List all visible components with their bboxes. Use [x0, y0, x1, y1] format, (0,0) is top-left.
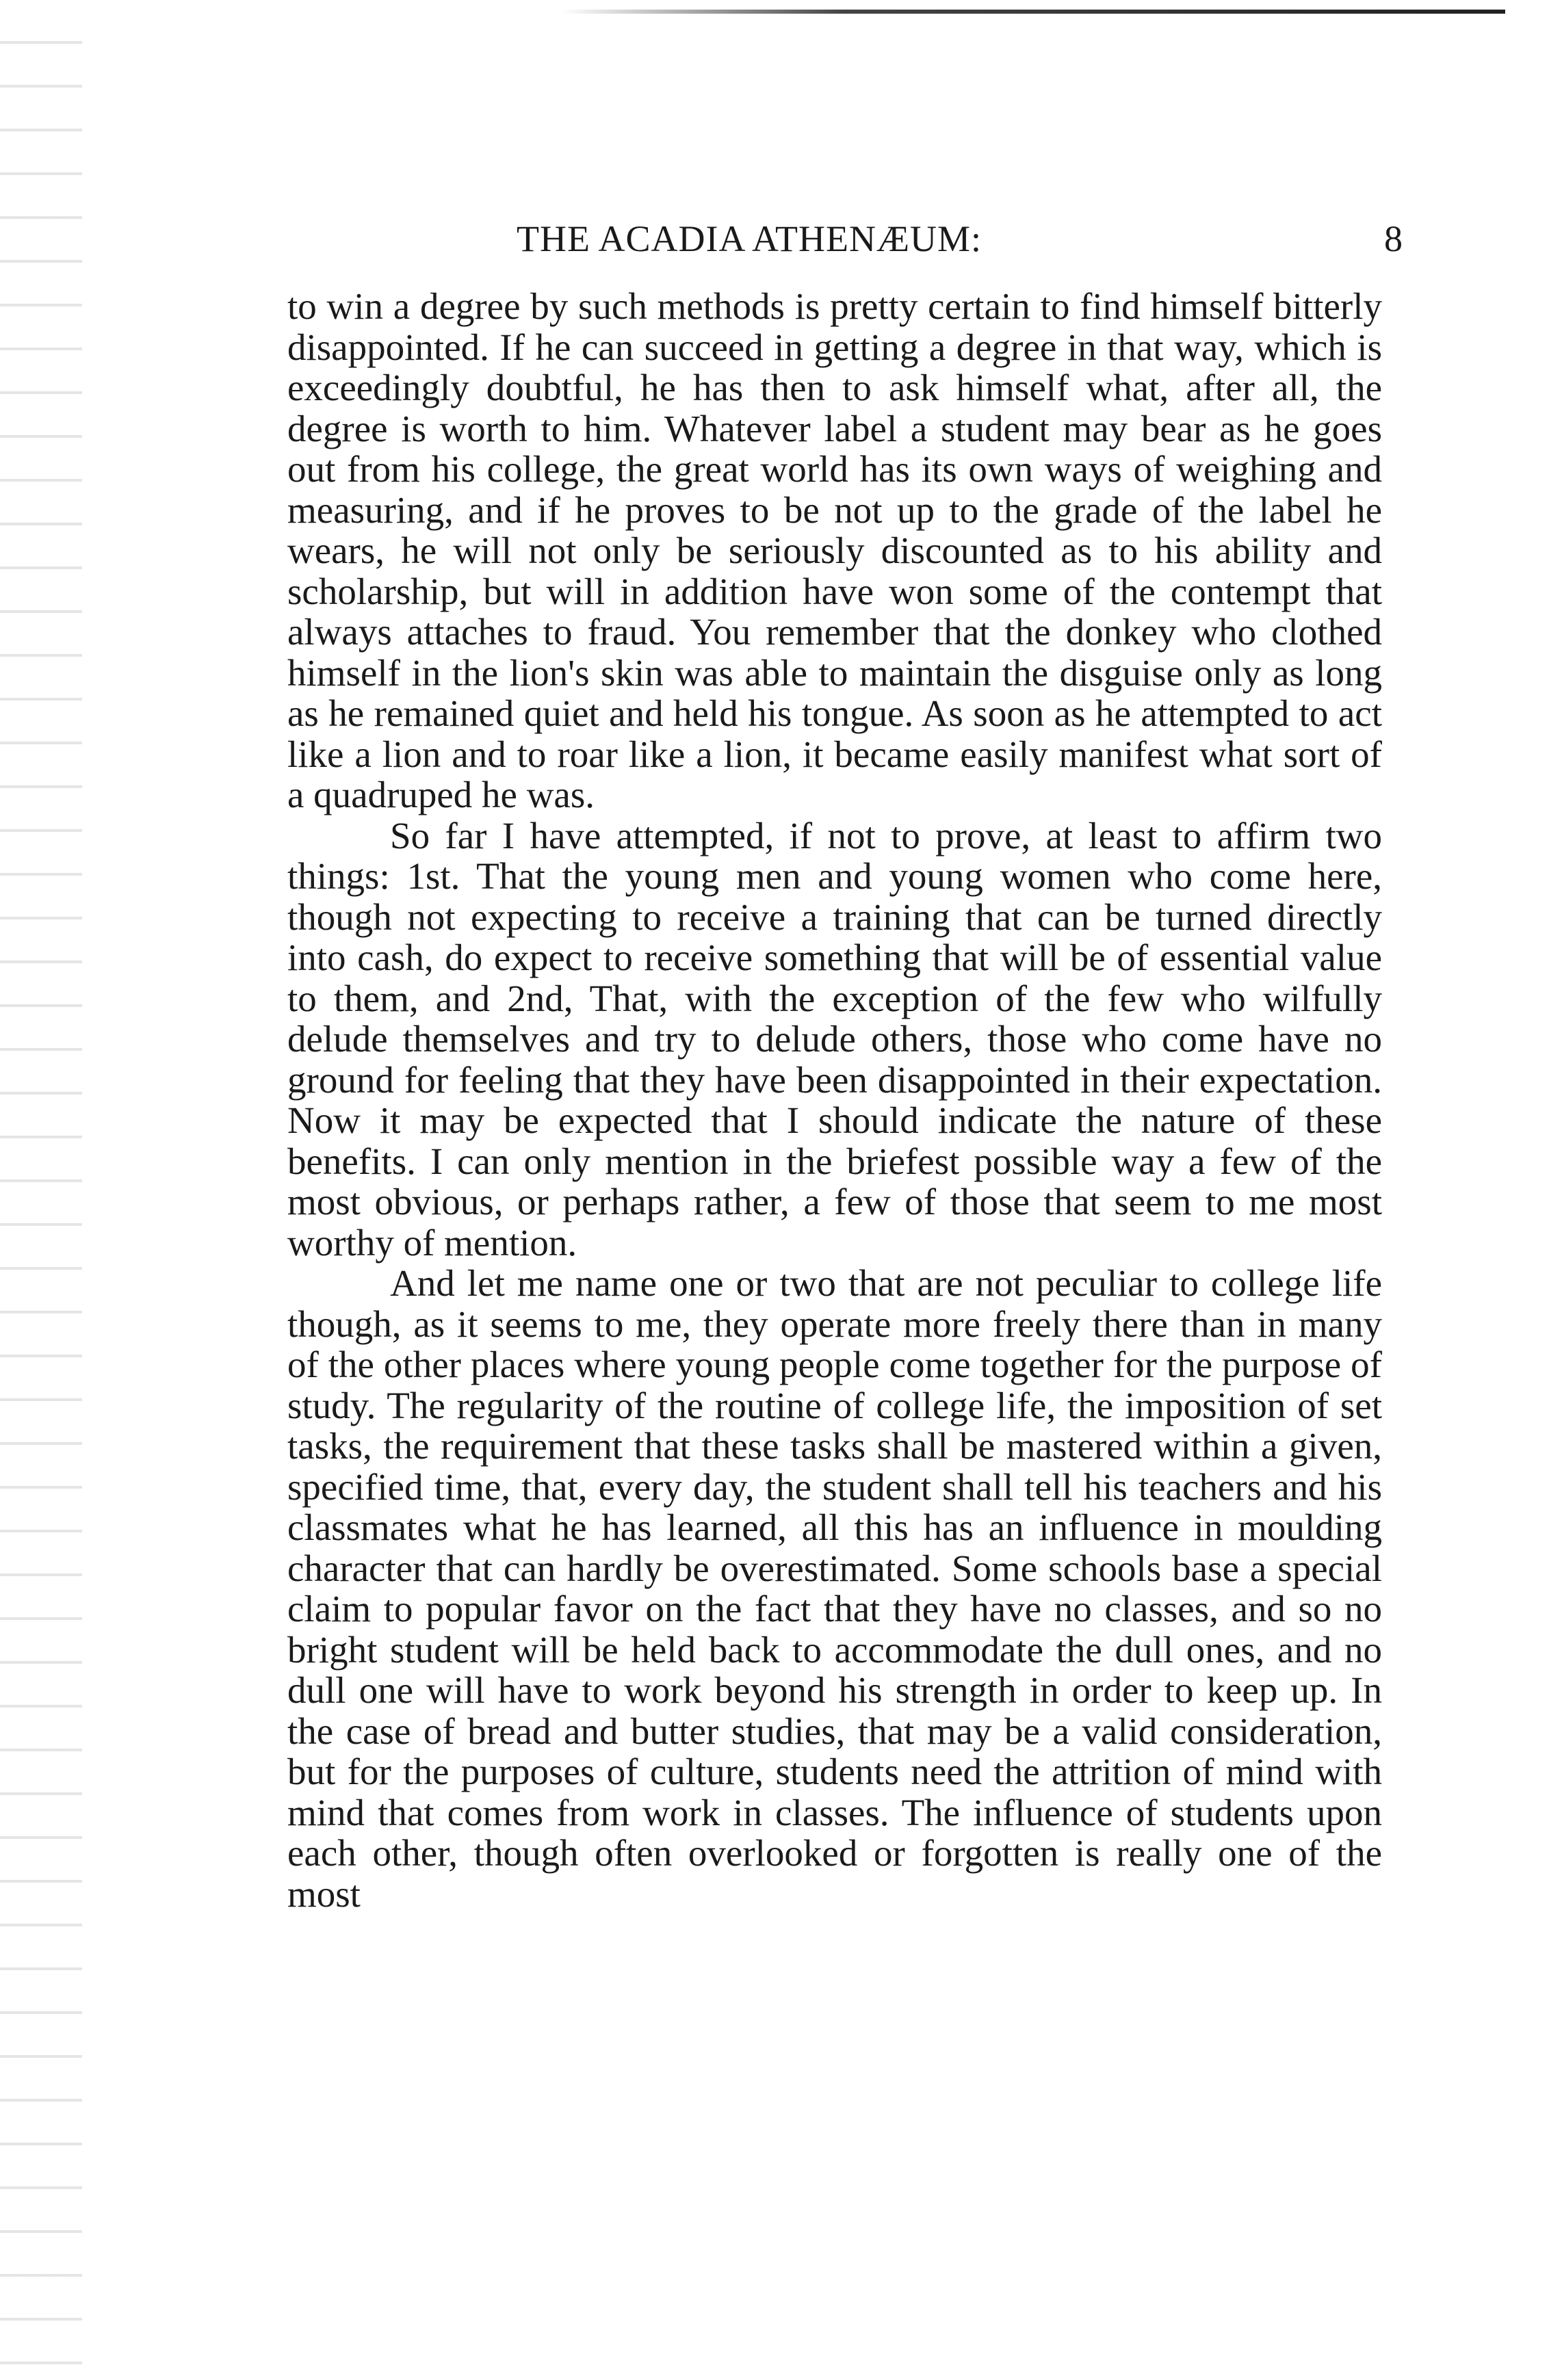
paragraph-1: to win a degree by such methods is pretty certain to find himself bitterly disappointed. If he can succeed in getting a degree in that way, which is exceedingly doubtful, he has then to ask himself what, after all, the degree is worth to him. Whatever label a student may bear as he goes out from his college, the great world has its own ways of weighing and measuring, and if he proves to be not up to the grade of the label he wears, he will not only be seriously discounted as to his ability and scholarship, but will in addition have won some of the contempt that always attaches to fraud. You remember that the donkey who clothed himself in the lion's skin was able to maintain the disguise only as long as he remained quiet and held his tongue. As soon as he attempted to act like a lion and to roar like a lion, it became easily manifest what sort of a quadruped he was. — [287, 285, 1382, 815]
top-edge-rule — [561, 10, 1505, 14]
running-head: THE ACADIA ATHENÆUM: — [517, 218, 982, 259]
paragraph-2: So far I have attempted, if not to prove, at least to affirm two things: 1st. That the young men and young women who come here, though not expecting to receive a training that can be turned directly into cash, do expect to receive something that will be of essential value to them, and 2nd, That, with the exception of the few who wilfully delude themselves and try to delude others, those who come have no ground for feeling that they have been disappointed in their expectation. Now it may be expected that I should indicate the nature of these benefits. I can only mention in the briefest possible way a few of the most obvious, or perhaps rather, a few of those that seem to me most worthy of mention. — [287, 814, 1382, 1264]
body-text — [287, 286, 1382, 1914]
paragraph-3: And let me name one or two that are not peculiar to college life though, as it seems to me, they operate more freely there than in many of the other places where young people come together for the purpose of study. The regularity of the routine of college life, the imposition of set tasks, the requirement that these tasks shall be mastered within a given, specified time, that, every day, the student shall tell his teachers and his classmates what he has learned, all this has an influence in moulding character that can hardly be overestimated. Some schools base a special claim to popular favor on the fact that they have no classes, and so no bright student will be held back to accommodate the dull ones, and no dull one will have to work beyond his strength in order to keep up. In the case of bread and butter studies, that may be a valid consideration, but for the purposes of culture, students need the attrition of mind with mind that comes from work in classes. The influence of students upon each other, though often overlooked or forgotten is really one of the most — [287, 1262, 1382, 1915]
binding-margin-shadow — [0, 0, 82, 2380]
page-number: 8 — [1384, 218, 1403, 259]
page-header — [281, 218, 1403, 272]
